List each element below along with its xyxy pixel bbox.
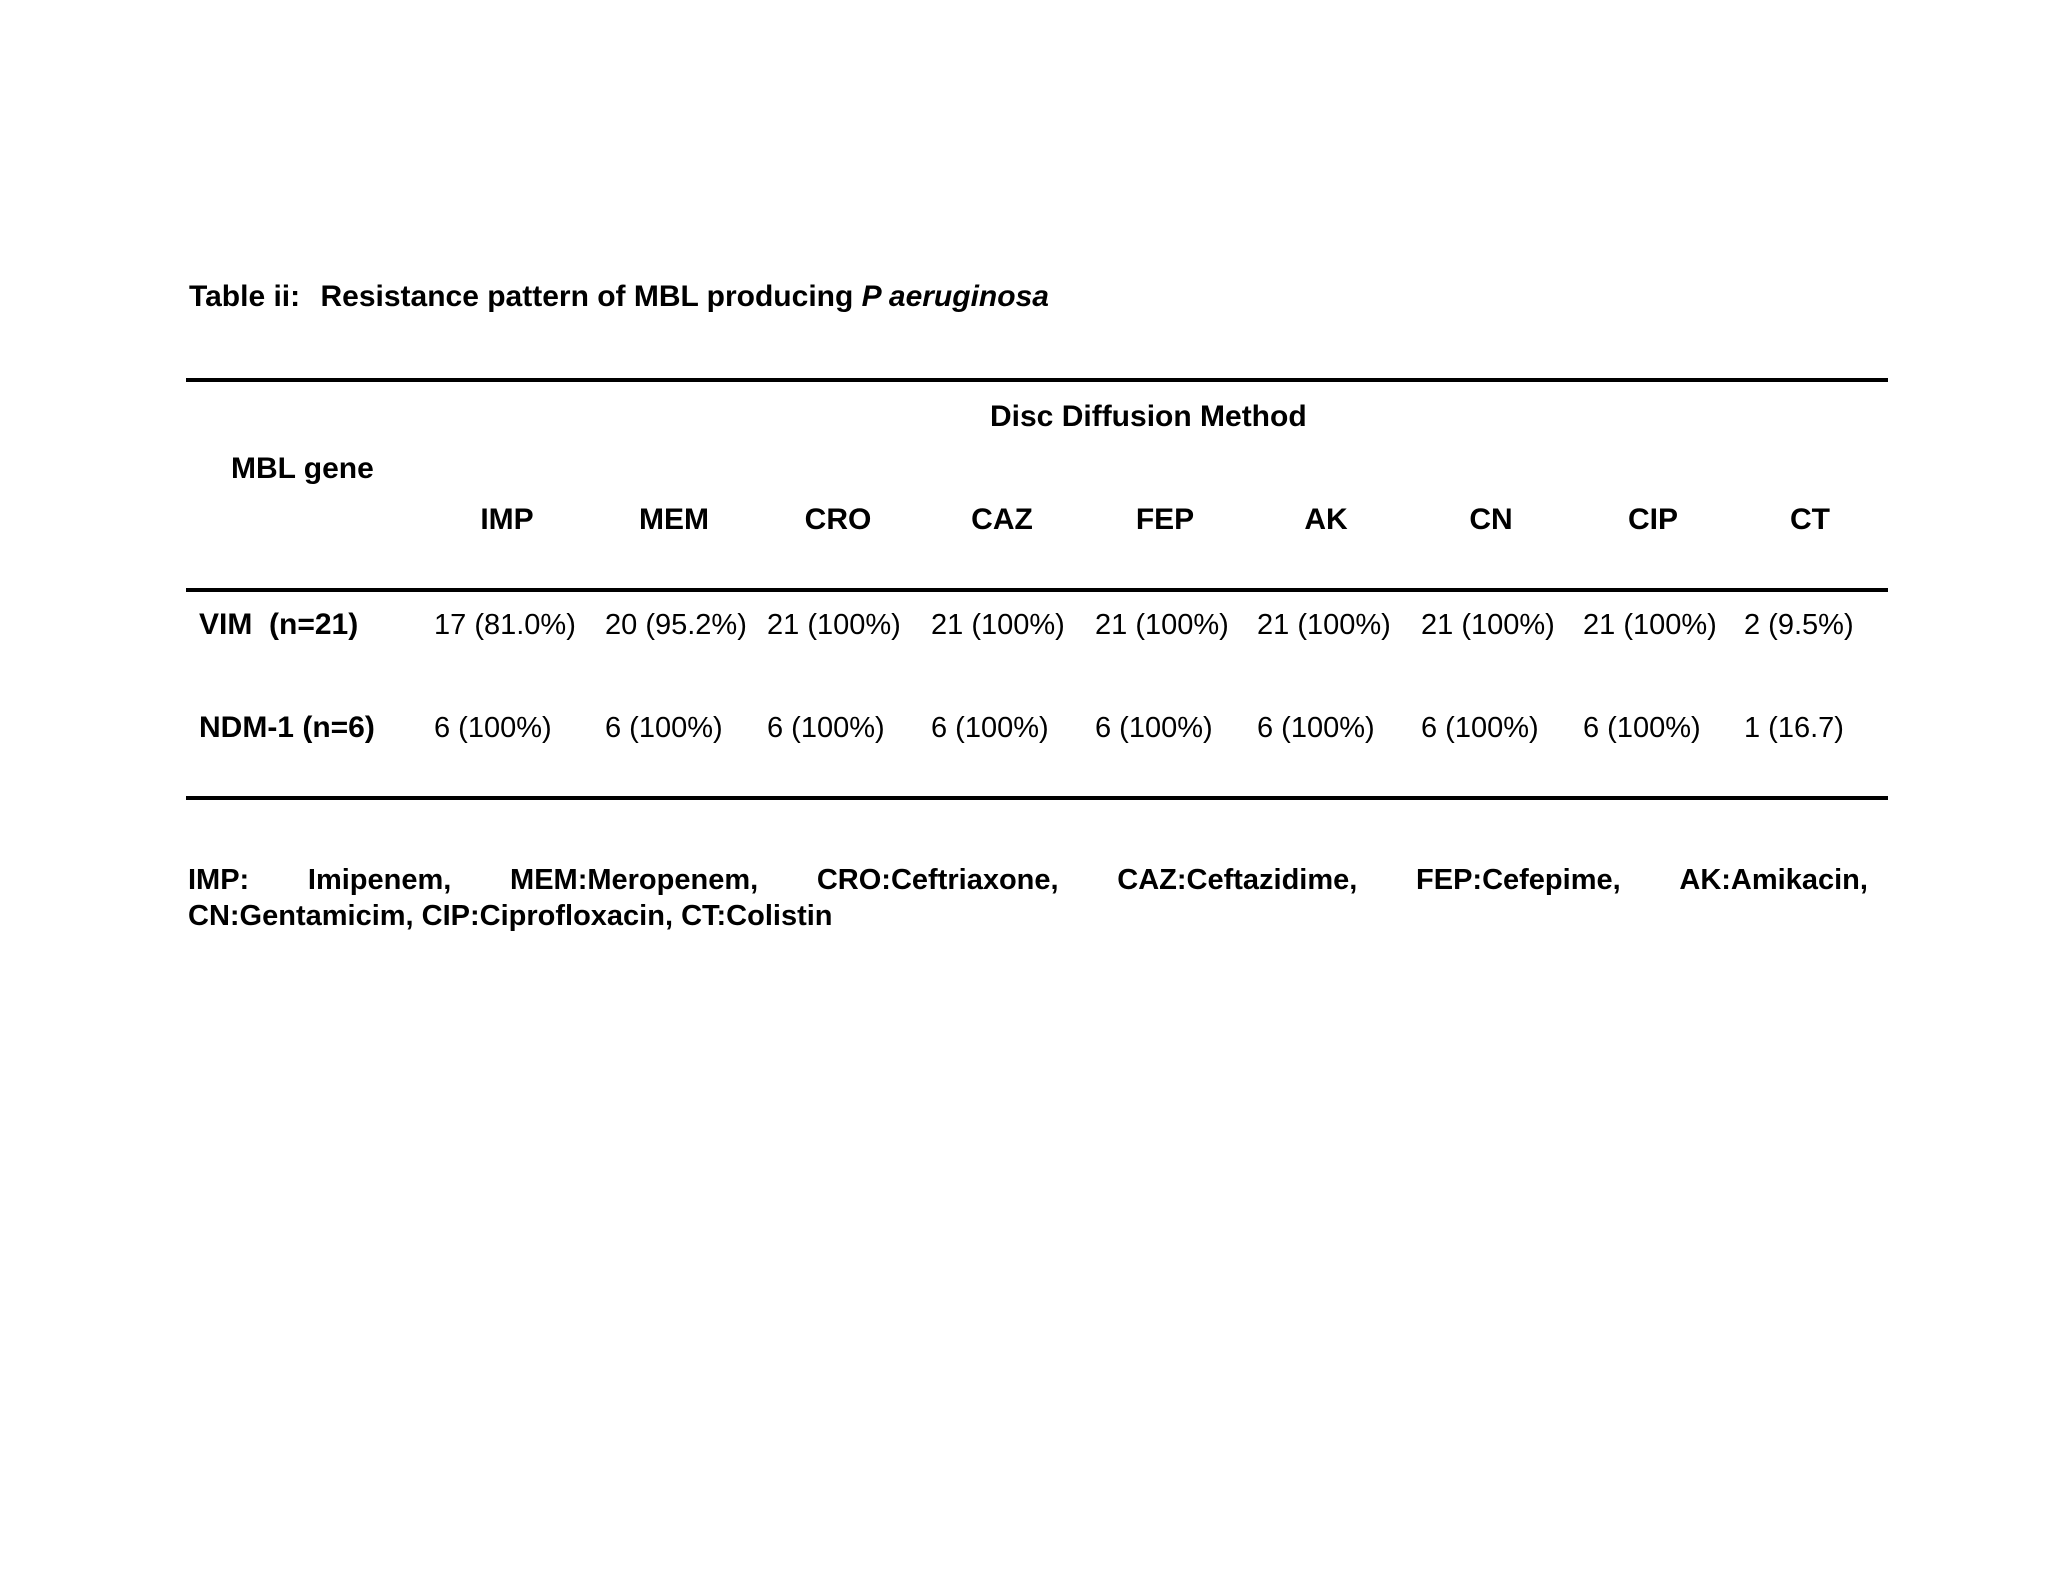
table-caption — [189, 280, 1049, 314]
table-footnote — [188, 862, 1868, 934]
row-header-title: MBL gene — [231, 452, 374, 485]
cell-vim-imp: 17 (81.0%) — [434, 609, 576, 641]
cell-ndm1-fep: 6 (100%) — [1095, 712, 1213, 744]
column-header-ak: AK — [1304, 503, 1348, 536]
footnote-term: FEP:Cefepime, — [1416, 864, 1621, 896]
footnote-line-2: CN:Gentamicim, CIP:Ciprofloxacin, CT:Colistin — [188, 900, 833, 932]
row-label-vim: VIM (n=21) — [199, 608, 359, 641]
cell-vim-cn: 21 (100%) — [1421, 609, 1555, 641]
cell-vim-caz: 21 (100%) — [931, 609, 1065, 641]
table-header-rule — [186, 588, 1888, 592]
footnote-term: CAZ:Ceftazidime, — [1117, 864, 1358, 896]
column-header-mem: MEM — [639, 503, 709, 536]
cell-vim-cro: 21 (100%) — [767, 609, 901, 641]
cell-ndm1-cip: 6 (100%) — [1583, 712, 1701, 744]
cell-ndm1-cro: 6 (100%) — [767, 712, 885, 744]
cell-vim-ak: 21 (100%) — [1257, 609, 1391, 641]
footnote-term: MEM:Meropenem, — [510, 864, 759, 896]
cell-vim-ct: 2 (9.5%) — [1744, 609, 1854, 641]
cell-ndm1-imp: 6 (100%) — [434, 712, 552, 744]
group-header-disc-diffusion: Disc Diffusion Method — [990, 400, 1307, 433]
footnote-term: IMP: — [188, 864, 250, 896]
cell-vim-fep: 21 (100%) — [1095, 609, 1229, 641]
caption-organism: P aeruginosa — [861, 280, 1049, 313]
cell-vim-cip: 21 (100%) — [1583, 609, 1717, 641]
cell-ndm1-ak: 6 (100%) — [1257, 712, 1375, 744]
column-header-cro: CRO — [804, 503, 872, 536]
footnote-term: AK:Amikacin, — [1679, 864, 1868, 896]
column-header-cn: CN — [1469, 503, 1513, 536]
column-header-caz: CAZ — [971, 503, 1033, 536]
cell-ndm1-cn: 6 (100%) — [1421, 712, 1539, 744]
table-bottom-rule — [186, 796, 1888, 800]
footnote-line-1 — [188, 862, 1868, 898]
cell-ndm1-caz: 6 (100%) — [931, 712, 1049, 744]
column-header-fep: FEP — [1135, 503, 1195, 536]
cell-ndm1-mem: 6 (100%) — [605, 712, 723, 744]
cell-ndm1-ct: 1 (16.7) — [1744, 712, 1844, 744]
caption-text: Resistance pattern of MBL producing — [320, 280, 854, 313]
row-label-ndm1: NDM-1 (n=6) — [199, 711, 375, 744]
caption-label: Table ii: — [189, 280, 301, 313]
column-header-cip: CIP — [1627, 503, 1679, 536]
table-top-rule — [186, 378, 1888, 382]
footnote-term: Imipenem, — [307, 864, 452, 896]
column-header-imp: IMP — [480, 503, 534, 536]
cell-vim-mem: 20 (95.2%) — [605, 609, 747, 641]
footnote-term: CRO:Ceftriaxone, — [816, 864, 1059, 896]
column-header-ct: CT — [1790, 503, 1830, 536]
